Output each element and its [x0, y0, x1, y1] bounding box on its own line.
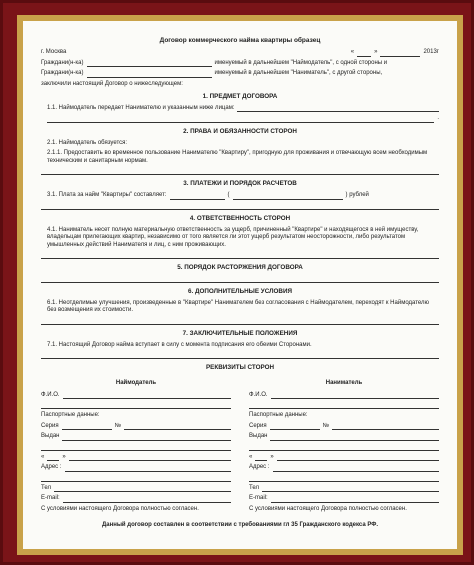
- payment-words-blank: [233, 193, 343, 200]
- clause-1-1-blank-2: [47, 116, 434, 123]
- landlord-address-row: [41, 464, 231, 472]
- landlord-phone-label: Тел: [41, 484, 51, 491]
- tenant-agree: С условиями настоящего Договора полностью согласен.: [249, 505, 407, 512]
- section-4-blank: [41, 252, 439, 259]
- landlord-email-row: [41, 495, 231, 503]
- landlord-passport-label: Паспортные данные:: [41, 412, 100, 418]
- clause-1-1-text: 1.1. Наймодатель передает Нанимателю и указанным ниже лицам:: [47, 104, 235, 111]
- footer-note: Данный договор составлен в соответствии с требованиями гл 35 Гражданского кодекса РФ.: [101, 522, 379, 528]
- landlord-issued-blank: [62, 434, 231, 441]
- landlord-date-month-blank: [69, 454, 231, 461]
- party1-label: Граждани(н-ка): [41, 59, 84, 66]
- party1-row: [41, 60, 439, 68]
- tenant-address-label: Адрес :: [249, 464, 270, 470]
- tenant-email-label: E-mail:: [249, 495, 268, 501]
- tenant-phone-label: Тел: [249, 484, 259, 491]
- landlord-phone-row: [41, 485, 231, 493]
- party2-blank: [87, 71, 212, 78]
- landlord-fio-blank: [63, 392, 231, 399]
- tenant-date-open: «: [249, 453, 253, 460]
- section-4-heading: 4. ОТВЕТСТВЕННОСТЬ СТОРОН: [189, 214, 291, 222]
- landlord-date-day-blank: [47, 454, 59, 461]
- date-close: »: [374, 49, 378, 56]
- party2-row: [41, 70, 439, 78]
- section-5-blank: [41, 276, 439, 283]
- tenant-series-row: [249, 423, 439, 431]
- tenant-issued-blank: [270, 434, 439, 441]
- landlord-date-close: »: [62, 453, 66, 460]
- tenant-date-close: »: [270, 453, 274, 460]
- requisites-heading: РЕКВИЗИТЫ СТОРОН: [205, 364, 275, 372]
- tenant-date-day-blank: [255, 454, 267, 461]
- year: 2013г: [423, 49, 439, 56]
- clause-3-1-text: 3.1. Плата за найм "Квартиры" составляет:: [47, 192, 167, 199]
- clause-3-1: [41, 192, 439, 200]
- landlord-address-blank: [65, 465, 231, 472]
- clause-1-1-dot: .: [437, 115, 439, 122]
- gold-inner-frame: [17, 15, 463, 555]
- clause-7-1: 7.1. Настоящий Договор найма вступает в силу с момента подписания его обеими Сторонами.: [47, 341, 312, 348]
- section-5-heading: 5. ПОРЯДОК РАСТОРЖЕНИЯ ДОГОВОРА: [177, 264, 303, 272]
- tenant-address-row: [249, 464, 439, 472]
- tenant-heading: Наниматель: [325, 380, 363, 386]
- section-3-heading: 3. ПЛАТЕЖИ И ПОРЯДОК РАСЧЕТОВ: [183, 180, 297, 188]
- tenant-address-blank-2: [249, 475, 439, 482]
- landlord-issued-row: [41, 433, 231, 441]
- landlord-phone-blank: [54, 485, 231, 492]
- section-3-blank: [41, 203, 439, 210]
- tenant-fio-blank: [271, 392, 439, 399]
- date-day-blank: [357, 50, 371, 57]
- landlord-address-blank-2: [41, 475, 231, 482]
- intro-text: заключили настоящий Договор о нижеследующем:: [41, 80, 183, 87]
- section-1-heading: 1. ПРЕДМЕТ ДОГОВОРА: [202, 93, 278, 101]
- landlord-date-open: «: [41, 453, 45, 460]
- clause-1-1: [41, 105, 439, 113]
- landlord-number-blank: [124, 423, 231, 430]
- city: г. Москва: [41, 49, 67, 56]
- tenant-fio-label: Ф.И.О.: [249, 391, 268, 398]
- payment-currency: ) рублей: [345, 192, 369, 199]
- landlord-email-label: E-mail:: [41, 495, 60, 501]
- landlord-series-blank: [62, 423, 112, 430]
- party2-tail: именуемый в дальнейшем "Наниматель", с другой стороны,: [214, 70, 383, 77]
- document-title: Договор коммерческого найма квартиры образец: [159, 37, 321, 44]
- tenant-issued-label: Выдан: [249, 433, 268, 439]
- landlord-agree: С условиями настоящего Договора полностью согласен.: [41, 505, 199, 512]
- tenant-number-label: №: [322, 422, 330, 429]
- tenant-number-blank: [332, 423, 439, 430]
- landlord-fio-row: [41, 392, 231, 400]
- tenant-phone-row: [249, 485, 439, 493]
- party2-label: Граждани(н-ка): [41, 70, 84, 77]
- section-2-blank: [41, 168, 439, 175]
- tenant-email-blank: [271, 496, 439, 503]
- tenant-issue-date-row: [249, 454, 439, 462]
- landlord-issued-blank-2: [41, 444, 231, 451]
- tenant-series-label: Серия: [249, 422, 267, 429]
- tenant-fio-row: [249, 392, 439, 400]
- landlord-heading: Наймодатель: [115, 380, 157, 386]
- landlord-fio-label: Ф.И.О.: [41, 391, 60, 398]
- clause-4-1: 4.1. Наниматель несет полную материальную ответственность за ущерб, причиненный "Квартире" и находящегося в ней имуществу, владельцам прилегающих квартир, независимо от того является ли этот ущерб результатом неосторожности, либо результатом умышленных действий Нанимателя и лиц, с ним проживающих.: [47, 226, 419, 248]
- landlord-address-label: Адрес :: [41, 464, 62, 470]
- section-6-heading: 6. ДОПОЛНИТЕЛЬНЫЕ УСЛОВИЯ: [187, 287, 293, 295]
- tenant-date-month-blank: [277, 454, 439, 461]
- clause-2-1-1: 2.1.1. Предоставить во временное пользование Нанимателю "Квартиру", пригодную для проживания и отвечающую всем необходимым техническим и санитарным нормам.: [47, 150, 428, 164]
- clause-6-1: 6.1. Неотделимые улучшения, произведенные в "Квартире" Нанимателем без согласования с Наймодателем, переходят к Наймодателю без возмещения их стоимости.: [47, 299, 430, 314]
- tenant-issued-row: [249, 433, 439, 441]
- tenant-address-blank: [273, 465, 439, 472]
- landlord-email-blank: [63, 496, 231, 503]
- tenant-column: [249, 376, 439, 516]
- clause-1-1-blank: [237, 105, 439, 112]
- tenant-issued-blank-2: [249, 444, 439, 451]
- tenant-fio-blank-2: [249, 402, 439, 409]
- landlord-series-label: Серия: [41, 422, 59, 429]
- payment-paren: (: [227, 192, 230, 199]
- tenant-series-blank: [270, 423, 320, 430]
- landlord-issued-label: Выдан: [41, 433, 60, 439]
- contract-page: [23, 21, 457, 549]
- section-6-blank: [41, 318, 439, 325]
- date-month-blank: [380, 50, 420, 57]
- section-7-blank: [41, 352, 439, 359]
- city-date-row: [41, 49, 439, 57]
- tenant-email-row: [249, 495, 439, 503]
- clause-2-1: 2.1. Наймодатель обязуется:: [47, 139, 128, 146]
- clause-1-1-line2: [41, 115, 439, 123]
- section-7-heading: 7. ЗАКЛЮЧИТЕЛЬНЫЕ ПОЛОЖЕНИЯ: [182, 329, 298, 337]
- payment-amount-blank: [170, 193, 225, 200]
- party1-tail: именуемый в дальнейшем "Наймодатель", с одной стороны и: [214, 59, 388, 66]
- landlord-issue-date-row: [41, 454, 231, 462]
- party1-blank: [87, 60, 212, 67]
- tenant-phone-blank: [262, 485, 439, 492]
- landlord-column: [41, 376, 231, 516]
- tenant-passport-label: Паспортные данные:: [249, 412, 308, 418]
- date-open: «: [350, 49, 355, 56]
- landlord-series-row: [41, 423, 231, 431]
- landlord-number-label: №: [114, 422, 122, 429]
- landlord-fio-blank-2: [41, 402, 231, 409]
- section-2-heading: 2. ПРАВА И ОБЯЗАННОСТИ СТОРОН: [183, 127, 297, 135]
- requisites-columns: [41, 376, 439, 516]
